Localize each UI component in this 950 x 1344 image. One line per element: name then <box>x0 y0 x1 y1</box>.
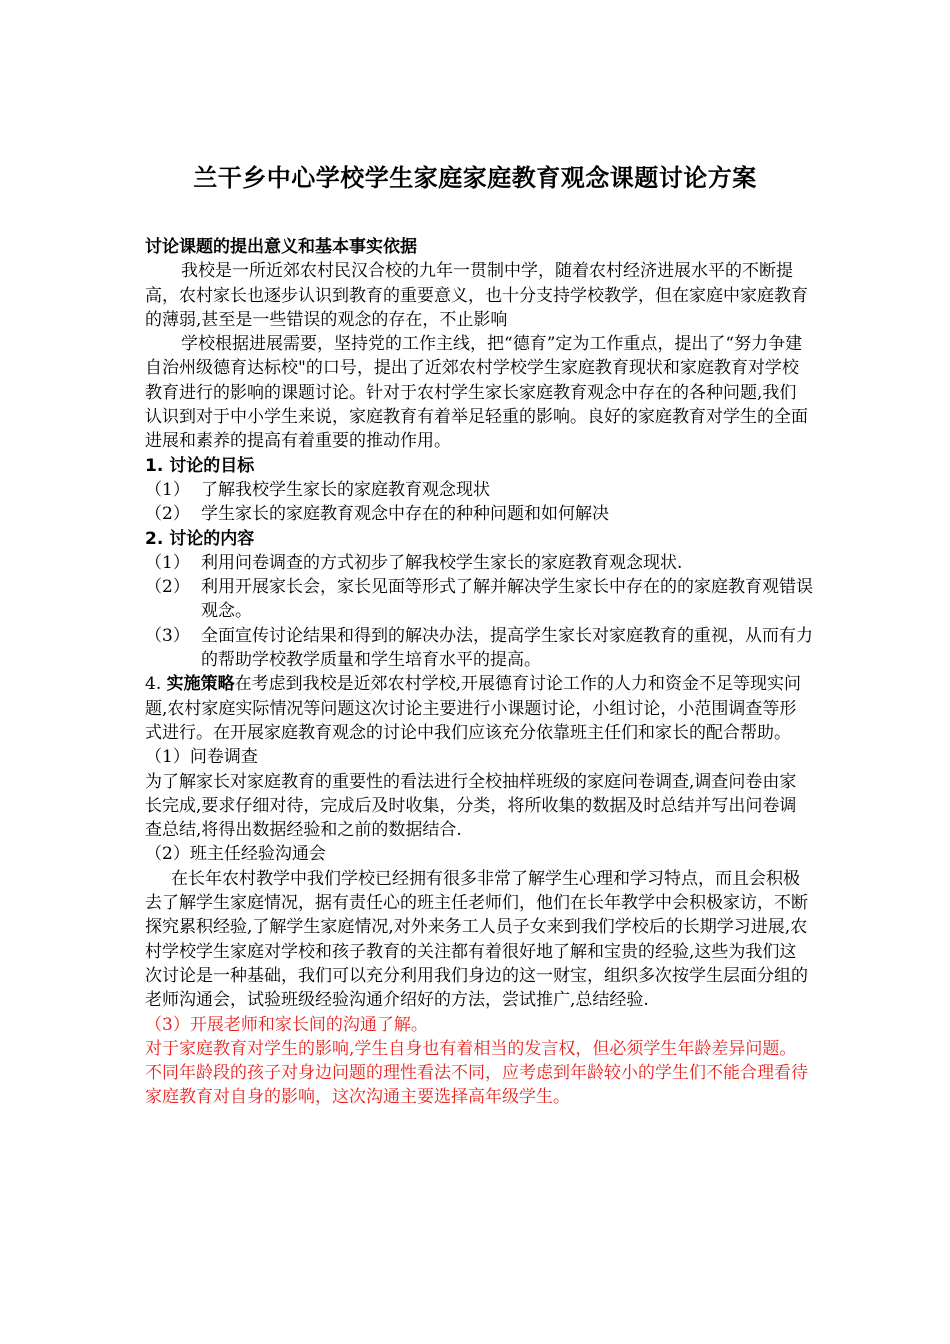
parent-communication-heading: （3）开展老师和家长间的沟通了解。 <box>145 1014 428 1035</box>
survey-text: 为了解家长对家庭教育的重要性的看法进行全校抽样班级的家庭问卷调查,调查问卷由家长完成,要求仔细对待，完成后及时收集，分类，将所收集的数据及时总结并写出问卷调查总结,将得出数据经验和之前的数据结合. <box>145 771 797 841</box>
teacher-meeting-text: 在长年农村教学中我们学校已经拥有很多非常了解学生心理和学习特点，而且会积极去了解学生家庭情况，据有责任心的班主任老师们，他们在长年教学中会积极家访，不断探究累积经验,了解学生家庭情况,对外来务工人员子女来到我们学校后的长期学习进展,农村学校学生家庭对学校和孩子教育的关注都有着很好地了解和宝贵的经验,这些为我们这次讨论是一种基础，我们可以充分利用我们身边的这一财宝，组织多次按学生层面分组的老师沟通会，试验班级经验沟通介绍好的方法，尝试推广,总结经验. <box>145 868 808 1011</box>
background-paragraph-1: 我校是一所近郊农村民汉合校的九年一贯制中学，随着农村经济进展水平的不断提高，农村家长也逐步认识到教育的重要意义，也十分支持学校教学，但在家庭中家庭教育的薄弱,甚至是一些错误的观念的存在，不止影响 <box>145 261 808 330</box>
goal-item-text: 了解我校学生家长的家庭教育观念现状 <box>201 479 490 500</box>
strategy-paragraph <box>145 672 813 745</box>
content-item <box>145 624 813 673</box>
content-item-number: （3） <box>145 625 190 646</box>
survey-heading: （1）问卷调查 <box>145 747 258 768</box>
goal-item-number: （1） <box>145 479 190 500</box>
content-item-text: 全面宣传讨论结果和得到的解决办法，提高学生家长对家庭教育的重视，从而有力的帮助学校教学质量和学生培育水平的提高。 <box>201 625 813 671</box>
strategy-text: 在考虑到我校是近郊农村学校,开展德育讨论工作的人力和资金不足等现实问题,农村家庭实际情况等问题这次讨论主要进行小课题讨论，小组讨论，小范围调查等形式进行。在开展家庭教育观念的讨论中我们应该充分依靠班主任们和家长的配合帮助。 <box>145 674 802 743</box>
document-body <box>145 235 813 1110</box>
goal-item <box>145 478 813 502</box>
content-item-text: 利用问卷调查的方式初步了解我校学生家长的家庭教育观念现状. <box>201 552 683 573</box>
strategy-number: 4. <box>145 674 162 695</box>
content-heading: 2. 讨论的内容 <box>145 528 255 549</box>
goals-heading: 1. 讨论的目标 <box>145 455 255 476</box>
content-item-text: 利用开展家长会，家长见面等形式了解并解决学生家长中存在的的家庭教育观错误观念。 <box>201 577 813 622</box>
content-item <box>145 575 813 624</box>
document-title: 兰干乡中心学校学生家庭家庭教育观念课题讨论方案 <box>193 164 757 192</box>
content-item <box>145 551 813 575</box>
background-heading: 讨论课题的提出意义和基本事实依据 <box>145 237 417 257</box>
strategy-heading: 实施策略 <box>166 674 235 695</box>
goal-item <box>145 502 813 526</box>
content-item-number: （1） <box>145 552 190 573</box>
goal-item-number: （2） <box>145 504 190 525</box>
goal-item-text: 学生家长的家庭教育观念中存在的种种问题和如何解决 <box>201 504 609 525</box>
parent-communication-text: 对于家庭教育对学生的影响,学生自身也有着相当的发言权，但必须学生年龄差异问题。不同年龄段的孩子对身边问题的理性看法不同，应考虑到年龄较小的学生们不能合理看待家庭教育对自身的影响，这次沟通主要选择高年级学生。 <box>145 1038 808 1108</box>
background-paragraph-2: 学校根据进展需要，坚持党的工作主线，把“德育”定为工作重点，提出了“努力争建自治州级德育达标校"的口号，提出了近郊农村学校学生家庭教育现状和家庭教育对学校教育进行的影响的课题讨论。针对于农村学生家长家庭教育观念中存在的各种问题,我们认识到对于中小学生来说，家庭教育有着举足轻重的影响。良好的家庭教育对学生的全面进展和素养的提高有着重要的推动作用。 <box>145 334 808 452</box>
teacher-meeting-heading: （2）班主任经验沟通会 <box>145 844 326 865</box>
content-item-number: （2） <box>145 577 190 598</box>
